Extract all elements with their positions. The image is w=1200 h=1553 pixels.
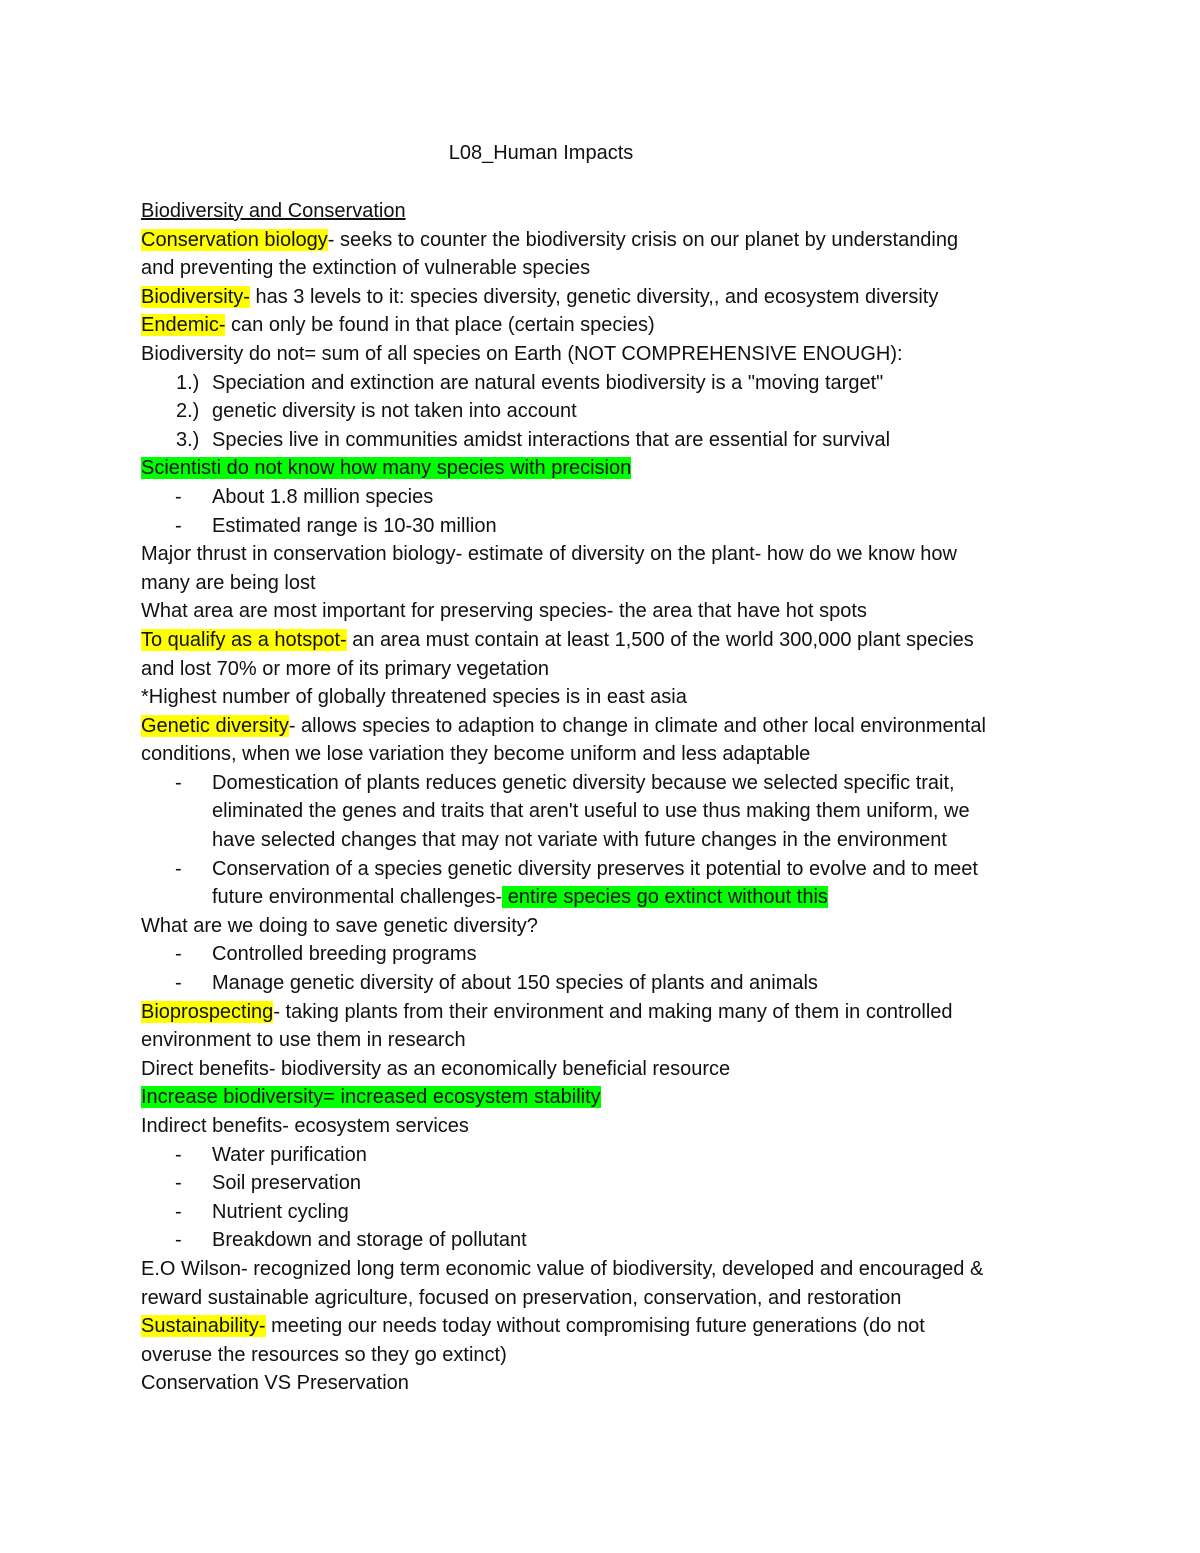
bullet-text: have selected changes that may not variate with future changes in the environment: [212, 829, 947, 852]
paragraph-eo-wilson: E.O Wilson- recognized long term economic value of biodiversity, developed and encouraged &: [141, 1257, 984, 1280]
definition-genetic-diversity: [141, 712, 1061, 741]
bullet-text: Breakdown and storage of pollutant: [212, 1229, 527, 1252]
paragraph-indirect-benefits: Indirect benefits- ecosystem services: [141, 1115, 469, 1137]
highlighted-statement: [141, 454, 1061, 483]
definition-text: - seeks to counter the biodiversity crisis on our planet by understanding: [327, 228, 959, 251]
definition-text: - allows species to adaption to change in climate and other local environmental: [288, 714, 986, 737]
definition-continuation: and lost 70% or more of its primary vegetation: [141, 657, 549, 680]
definition-continuation: conditions, when we lose variation they become uniform and less adaptable: [141, 743, 811, 766]
paragraph-major-thrust: Major thrust in conservation biology- estimate of diversity on the plant- how do we know how: [141, 543, 957, 566]
numbered-item-text: Speciation and extinction are natural events biodiversity is a "moving target": [212, 371, 884, 394]
bullet-item: [141, 855, 1061, 912]
number-marker: 1.): [176, 371, 200, 394]
bullet-text: Conservation of a species genetic diversity preserves it potential to evolve and to meet: [212, 857, 978, 880]
bullet-text: Estimated range is 10-30 million: [212, 514, 497, 537]
term-highlight: Sustainability-: [141, 1315, 266, 1338]
definition-text: meeting our needs today without compromising future generations (do not: [265, 1315, 925, 1338]
paragraph-biodiversity-note: Biodiversity do not= sum of all species on Earth (NOT COMPREHENSIVE ENOUGH):: [141, 342, 903, 365]
number-marker: 3.): [176, 428, 200, 451]
bullet-item: [141, 1226, 1061, 1255]
term-highlight: To qualify as a hotspot-: [141, 628, 347, 651]
paragraph-conservation-vs-preservation: Conservation VS Preservation: [141, 1372, 409, 1395]
bullet-text: Soil preservation: [212, 1172, 361, 1195]
numbered-item-text: Species live in communities amidst interactions that are essential for survival: [212, 428, 891, 451]
paragraph-question: What are we doing to save genetic diversity?: [141, 914, 538, 937]
highlighted-statement: [141, 1083, 1061, 1112]
bullet-item: [141, 1169, 1061, 1198]
definition-sustainability: [141, 1312, 1061, 1341]
definition-continuation: environment to use them in research: [141, 1029, 466, 1052]
number-marker: 2.): [176, 400, 200, 423]
dash-marker: -: [175, 1200, 182, 1223]
numbered-item-text: genetic diversity is not taken into account: [212, 400, 577, 423]
bullet-text: Manage genetic diversity of about 150 species of plants and animals: [212, 972, 818, 995]
green-highlight: Increase biodiversity= increased ecosystem stability: [141, 1086, 601, 1109]
term-highlight: Endemic-: [141, 314, 226, 337]
dash-marker: -: [175, 1229, 182, 1252]
bullet-item: [141, 1141, 1061, 1170]
definition-text: an area must contain at least 1,500 of the world 300,000 plant species: [346, 628, 974, 651]
bullet-text: About 1.8 million species: [212, 485, 434, 508]
dash-marker: -: [175, 514, 182, 537]
term-highlight: Biodiversity-: [141, 285, 250, 308]
definition-text: has 3 levels to it: species diversity, genetic diversity,, and ecosystem diversity: [249, 285, 939, 308]
definition-bioprospecting: [141, 998, 1061, 1027]
dash-marker: -: [175, 943, 182, 966]
bullet-text: Water purification: [212, 1143, 367, 1166]
dash-marker: -: [175, 1143, 182, 1166]
definition-endemic: [141, 311, 1061, 340]
definition-text: - taking plants from their environment and making many of them in controlled: [273, 1000, 953, 1023]
numbered-item: [141, 369, 1061, 398]
bullet-item: [141, 969, 1061, 998]
dash-marker: -: [175, 1172, 182, 1195]
numbered-item: [141, 397, 1061, 426]
dash-marker: -: [175, 771, 182, 794]
bullet-text-with-highlight: [212, 883, 1061, 912]
definition-continuation: and preventing the extinction of vulnerable species: [141, 257, 591, 280]
bullet-text: Controlled breeding programs: [212, 943, 477, 966]
bullet-item: [141, 940, 1061, 969]
paragraph-direct-benefits: Direct benefits- biodiversity as an economically beneficial resource: [141, 1057, 731, 1080]
bullet-text: Domestication of plants reduces genetic diversity because we selected specific trait,: [212, 771, 955, 794]
bullet-text: eliminated the genes and traits that aren't useful to use thus making them uniform, we: [212, 800, 970, 823]
paragraph-continuation: reward sustainable agriculture, focused on preservation, conservation, and restoration: [141, 1286, 902, 1309]
dash-marker: -: [175, 485, 182, 508]
definition-text: can only be found in that place (certain species): [225, 314, 655, 337]
bullet-item: [141, 512, 1061, 541]
dash-marker: -: [175, 972, 182, 995]
numbered-item: [141, 426, 1061, 455]
definition-hotspot: [141, 626, 1061, 655]
green-highlight: Scientisti do not know how many species with precision: [141, 457, 632, 480]
green-highlight: entire species go extinct without this: [502, 886, 828, 909]
bullet-item: [141, 1198, 1061, 1227]
document-title: L08_Human Impacts: [448, 142, 634, 164]
paragraph-hot-spots: What area are most important for preserving species- the area that have hot spots: [141, 600, 867, 623]
paragraph-continuation: many are being lost: [141, 571, 316, 594]
bullet-item: [141, 483, 1061, 512]
bullet-text: Nutrient cycling: [212, 1200, 349, 1223]
definition-conservation-biology: [141, 226, 1061, 255]
dash-marker: -: [175, 857, 182, 880]
definition-biodiversity: [141, 283, 1061, 312]
section-heading-text: Biodiversity and Conservation: [141, 200, 406, 222]
definition-continuation: overuse the resources so they go extinct): [141, 1343, 507, 1366]
paragraph-threatened-species: *Highest number of globally threatened species is in east asia: [141, 686, 687, 709]
term-highlight: Bioprospecting: [141, 1000, 274, 1023]
term-highlight: Conservation biology: [141, 228, 328, 251]
document-page: [141, 138, 1061, 1398]
bullet-item: [141, 769, 1061, 855]
bullet-text: future environmental challenges-: [212, 886, 503, 909]
section-heading: [141, 197, 1061, 226]
term-highlight: Genetic diversity: [141, 714, 289, 737]
